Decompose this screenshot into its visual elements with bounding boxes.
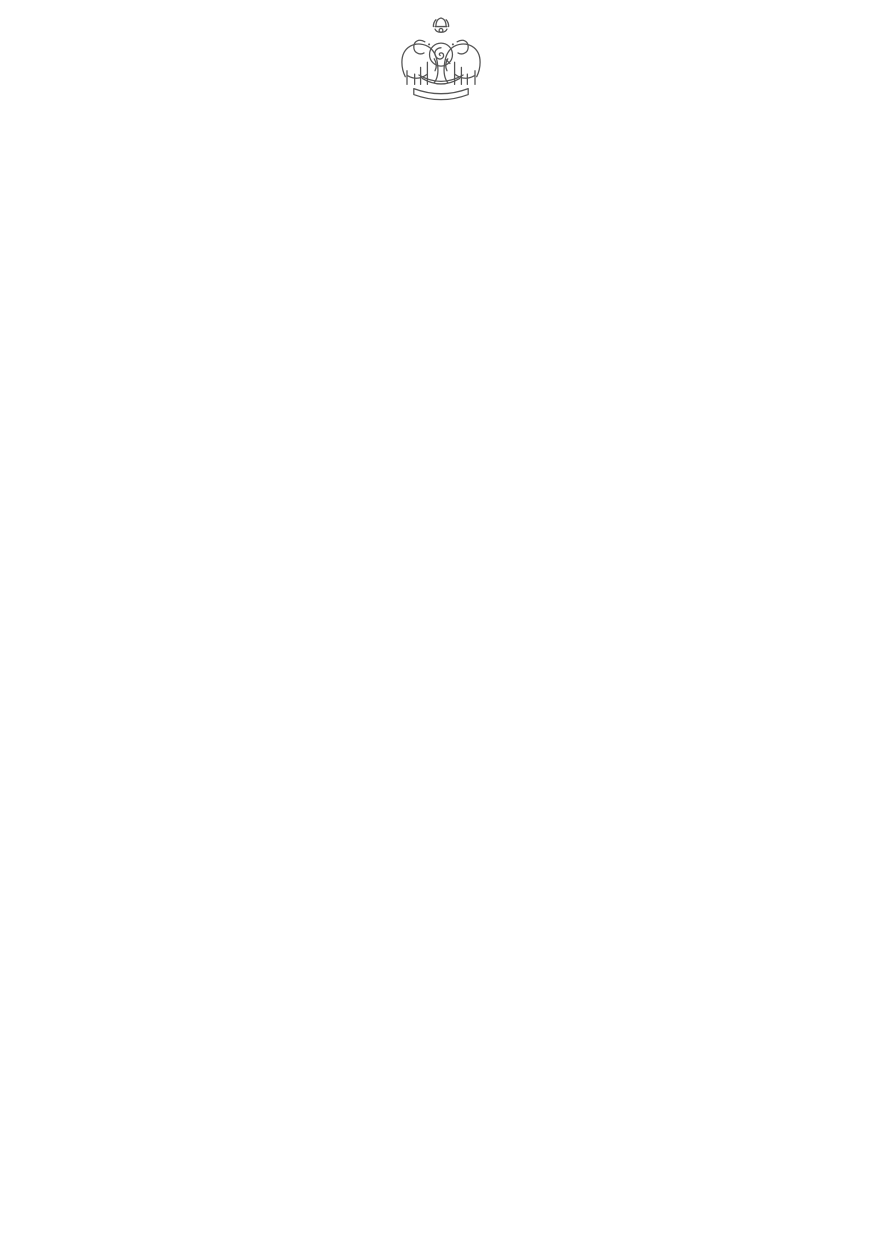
contact-row	[85, 179, 805, 198]
kerala-state-emblem-icon	[390, 6, 492, 110]
contact-row	[85, 160, 805, 179]
page-footer	[0, 1212, 880, 1232]
contact-block	[85, 160, 805, 197]
